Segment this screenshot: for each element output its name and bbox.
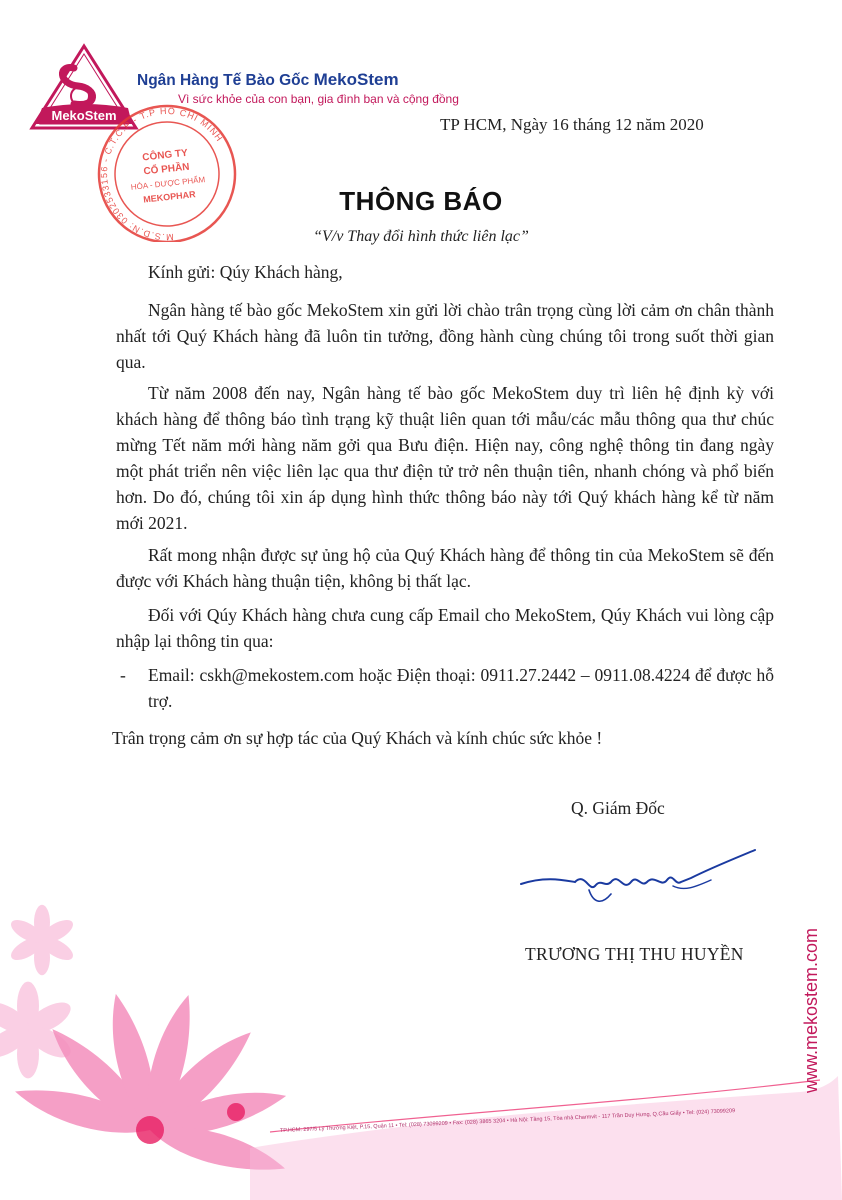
stamp-line-4: MEKOPHAR bbox=[142, 189, 197, 205]
company-stamp bbox=[80, 102, 255, 242]
stamp-line-2: CỔ PHẦN bbox=[143, 161, 191, 178]
contact-text: Email: cskh@mekostem.com hoặc Điện thoại: 0911.27.2442 – 0911.08.4224 để được hỗ trợ. bbox=[148, 665, 774, 711]
signer-title: Q. Giám Đốc bbox=[571, 798, 665, 818]
website-text: www.mekostem.com bbox=[801, 928, 821, 1093]
stamp-line-1: CÔNG TY bbox=[141, 147, 189, 164]
contact-item bbox=[116, 662, 774, 714]
paragraph-1: Ngân hàng tế bào gốc MekoStem xin gửi lời chào trân trọng cùng lời cảm ơn chân thành nhất tới Quý Khách hàng đã luôn tin tưởng, đồng hành cùng chúng tôi trong suốt thời gian qua. bbox=[116, 300, 774, 372]
website-url bbox=[772, 928, 842, 1098]
footer-flower-decoration bbox=[0, 880, 842, 1200]
signer-name: TRƯƠNG THỊ THU HUYỀN bbox=[525, 944, 744, 964]
letter-title: THÔNG BÁO bbox=[339, 186, 503, 216]
stamp-line-3: HÓA - DƯỢC PHẨM bbox=[130, 175, 206, 192]
paragraph-2: Từ năm 2008 đến nay, Ngân hàng tế bào gốc MekoStem duy trì liên hệ định kỳ với khách hàng để thông báo tình trạng kỹ thuật liên quan tới mẫu/các mẫu thông qua thư chúc mừng Tết năm mới hàng năm gởi qua Bưu điện. Hiện nay, công nghệ thông tin đang ngày một phát triển nên việc liên lạc qua thư điện tử trở nên thuận tiên, nhanh chóng và phổ biến hơn. Do đó, chúng tôi xin áp dụng hình thức thông báo này tới Quý khách hàng kể từ năm mới 2021. bbox=[116, 383, 774, 533]
brand-name: MekoStem bbox=[313, 70, 399, 89]
contact-dash: - bbox=[120, 665, 126, 685]
footer-address: TP.HCM: 297/5 Lý Thường Kiệt, P.15, Quận 11 • Tel: (028) 73099209 • Fax: (028) 3865 3204 • Hà Nội: Tầng 15, Tòa nhà Charmvit - 117 Trần Duy Hưng, Q.Cầu Giấy • Tel: (024) 73099209 bbox=[279, 1108, 736, 1134]
brand-title bbox=[137, 70, 399, 90]
letter-subtitle: “V/v Thay đổi hình thức liên lạc” bbox=[313, 228, 529, 245]
letter-date: TP HCM, Ngày 16 tháng 12 năm 2020 bbox=[440, 115, 704, 134]
closing-line: Trân trọng cảm ơn sự hợp tác của Quý Khách và kính chúc sức khỏe ! bbox=[112, 728, 603, 748]
greeting: Kính gửi: Qúy Khách hàng, bbox=[148, 262, 343, 282]
paragraph-3: Rất mong nhận được sự ủng hộ của Quý Khách hàng để thông tin của MekoStem sẽ đến được với Khách hàng thuận tiện, không bị thất lạc. bbox=[116, 545, 774, 591]
brand-tagline: Vì sức khỏe của con bạn, gia đình bạn và cộng đồng bbox=[178, 92, 459, 106]
logo-wordmark: MekoStem bbox=[51, 108, 117, 123]
paragraph-4: Đối với Qúy Khách hàng chưa cung cấp Email cho MekoStem, Qúy Khách vui lòng cập nhập lại thông tin qua: bbox=[116, 605, 774, 651]
stamp-ring-text: M.S.D.N: 0302533156 - C.T.C.P - T.P HỒ CHÍ MINH bbox=[99, 105, 225, 242]
brand-prefix: Ngân Hàng Tế Bào Gốc bbox=[137, 72, 314, 89]
